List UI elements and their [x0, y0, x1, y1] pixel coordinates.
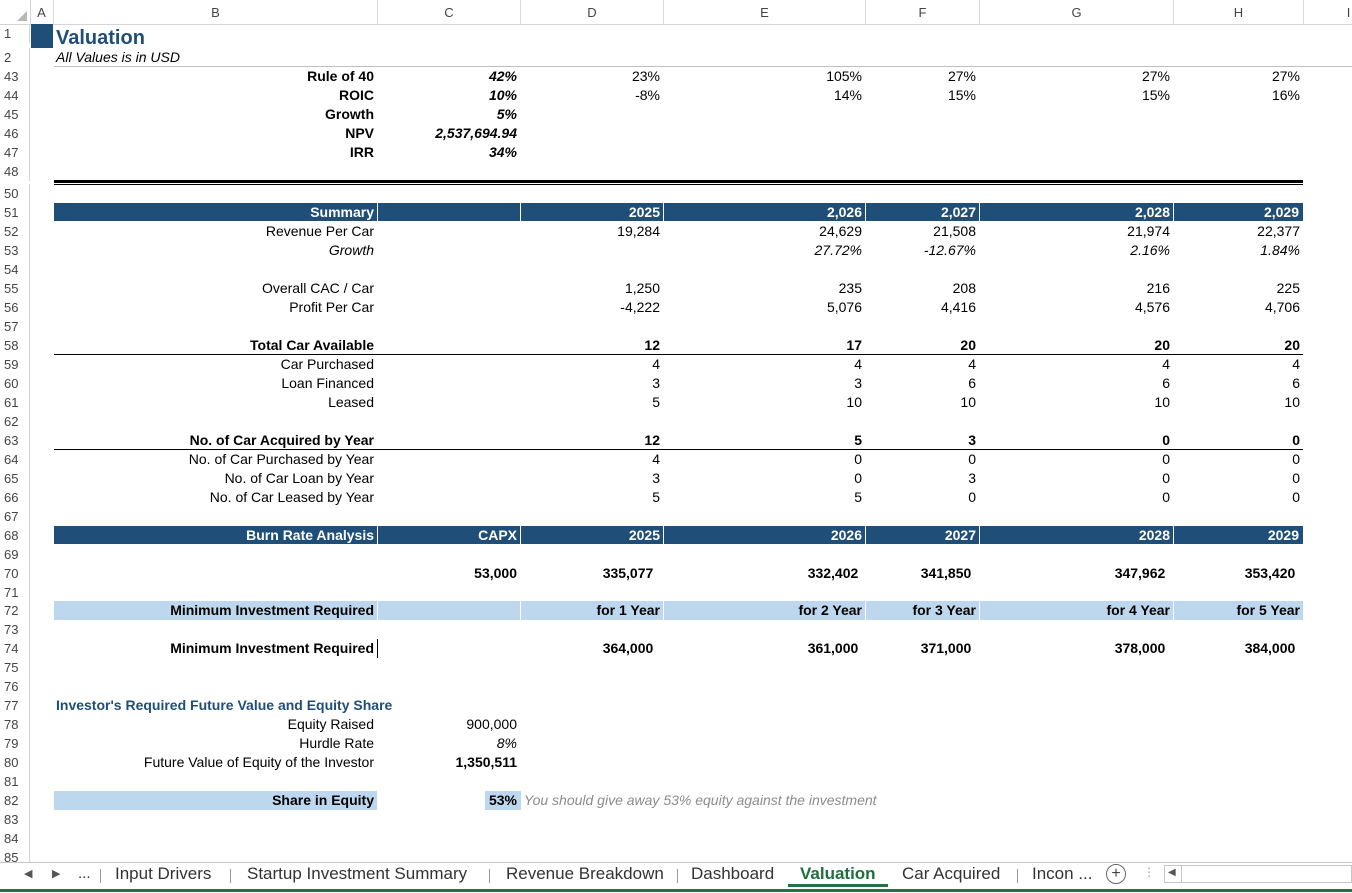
row-header[interactable]: 47 — [0, 143, 30, 162]
row-header[interactable]: 69 — [0, 545, 30, 564]
cell-value[interactable]: 216 — [1146, 280, 1170, 296]
cell-value[interactable]: 3 — [968, 432, 976, 448]
summary-year: 2,029 — [1263, 204, 1299, 220]
metric-value[interactable]: 34% — [488, 144, 517, 160]
row-label: No. of Car Loan by Year — [224, 470, 374, 486]
section-divider — [54, 180, 1303, 183]
tab-input-drivers[interactable]: Input Drivers — [115, 864, 212, 883]
column-header-g[interactable]: G — [980, 0, 1174, 24]
row-header[interactable]: 65 — [0, 469, 30, 488]
row-header[interactable]: 1 — [0, 24, 30, 43]
row-label: Growth — [328, 242, 374, 258]
cell-value[interactable]: 10 — [960, 394, 976, 410]
cell-value[interactable]: 4 — [1162, 356, 1170, 372]
cell-value[interactable]: 21,508 — [933, 223, 976, 239]
cell-value[interactable]: 0 — [854, 451, 862, 467]
prev-sheet-icon[interactable]: ◀ — [24, 868, 33, 880]
header-separator — [520, 526, 521, 544]
tab-separator — [100, 869, 101, 883]
row-label: Profit Per Car — [289, 299, 374, 315]
cell-value[interactable]: 6 — [1162, 375, 1170, 391]
row-header[interactable]: 61 — [0, 393, 30, 412]
metric-value[interactable]: 23% — [631, 68, 660, 84]
tab-separator — [1017, 869, 1018, 883]
cell-value[interactable]: 19,284 — [617, 223, 660, 239]
column-header-h[interactable]: H — [1174, 0, 1304, 24]
cell-value[interactable]: 225 — [1276, 280, 1300, 296]
cell-value[interactable]: 0 — [1162, 451, 1170, 467]
row-header[interactable]: 2 — [0, 48, 30, 67]
row-header[interactable]: 75 — [0, 658, 30, 677]
burn-year: 2029 — [1267, 527, 1299, 543]
min-invest-period[interactable]: for 3 Year — [912, 602, 976, 618]
min-invest-amount[interactable]: 364,000 — [602, 640, 654, 656]
row-header[interactable]: 44 — [0, 86, 30, 105]
page-title: Valuation — [56, 27, 145, 49]
row-label: Loan Financed — [281, 375, 374, 391]
row-header[interactable]: 80 — [0, 753, 30, 772]
cell-cursor — [377, 639, 378, 658]
column-header-e[interactable]: E — [664, 0, 866, 24]
cell-value[interactable]: 8% — [496, 735, 517, 751]
row-label: Leased — [328, 394, 374, 410]
burn-year: 2025 — [628, 527, 660, 543]
burn-value[interactable]: 341,850 — [920, 565, 972, 581]
row-header[interactable]: 64 — [0, 450, 30, 469]
band-separator — [1173, 601, 1174, 620]
cell-value[interactable]: 3 — [968, 470, 976, 486]
metric-value[interactable]: -8% — [635, 87, 660, 103]
min-invest-amount[interactable]: 378,000 — [1114, 640, 1166, 656]
cell-value[interactable]: 0 — [1162, 489, 1170, 505]
cell-value[interactable]: 4 — [652, 356, 660, 372]
burn-header-capx: CAPX — [478, 527, 517, 543]
row-header[interactable]: 56 — [0, 298, 30, 317]
column-header-f[interactable]: F — [866, 0, 980, 24]
next-sheet-icon[interactable]: ▶ — [52, 868, 61, 880]
min-invest-period[interactable]: for 4 Year — [1106, 602, 1170, 618]
share-value[interactable]: 53% — [488, 792, 517, 808]
summary-header-label: Summary — [310, 204, 374, 220]
metric-value[interactable]: 16% — [1271, 87, 1300, 103]
min-invest-label: Minimum Investment Required — [170, 640, 374, 656]
cell-value[interactable]: 5 — [854, 432, 862, 448]
metric-label: IRR — [349, 144, 374, 160]
row-label: Total Car Available — [250, 337, 374, 353]
min-invest-period[interactable]: for 2 Year — [798, 602, 862, 618]
min-invest-amount[interactable]: 384,000 — [1244, 640, 1296, 656]
row-header[interactable]: 82 — [0, 791, 30, 810]
more-sheets-button[interactable]: ... — [78, 865, 91, 882]
row-header[interactable]: 53 — [0, 241, 30, 260]
row-label: Hurdle Rate — [299, 735, 374, 751]
band-separator — [663, 601, 664, 620]
metric-label: Growth — [325, 106, 374, 122]
row-header[interactable]: 68 — [0, 526, 30, 545]
row-label: Revenue Per Car — [265, 223, 374, 239]
cell-value[interactable]: 4 — [968, 356, 976, 372]
section-divider-thin — [54, 184, 1303, 185]
cell-value[interactable]: 208 — [952, 280, 976, 296]
sheet-tab-bar — [0, 862, 1352, 893]
cell-value[interactable]: 21,974 — [1127, 223, 1170, 239]
header-separator — [979, 203, 980, 221]
cell-value[interactable]: 6 — [1292, 375, 1300, 391]
header-separator — [377, 203, 378, 221]
row-label: Equity Raised — [287, 716, 374, 732]
cell-value[interactable]: 5 — [854, 489, 862, 505]
row-header[interactable]: 76 — [0, 677, 30, 696]
cell-value[interactable]: 20 — [960, 337, 976, 353]
metric-value[interactable]: 27% — [1271, 68, 1300, 84]
column-header-row — [0, 0, 1352, 25]
cell-value[interactable]: 22,377 — [1257, 223, 1300, 239]
cell-value[interactable]: 3 — [854, 375, 862, 391]
header-separator — [520, 203, 521, 221]
cell-value[interactable]: 4 — [1292, 356, 1300, 372]
header-separator — [979, 526, 980, 544]
cell-value[interactable]: -4,222 — [620, 299, 660, 315]
metric-value[interactable]: 105% — [826, 68, 862, 84]
metric-label: NPV — [345, 125, 374, 141]
cell-value[interactable]: -12.67% — [923, 242, 976, 258]
burn-value[interactable]: 353,420 — [1244, 565, 1296, 581]
cell-value[interactable]: 1.84% — [1260, 242, 1300, 258]
cell-value[interactable]: 20 — [1154, 337, 1170, 353]
row-header[interactable]: 67 — [0, 507, 30, 526]
cell-value[interactable]: 4,416 — [940, 299, 976, 315]
row-header[interactable]: 83 — [0, 810, 30, 829]
cell-value[interactable]: 5,076 — [826, 299, 862, 315]
cell-value[interactable]: 4,576 — [1134, 299, 1170, 315]
select-all-corner[interactable] — [0, 0, 31, 24]
row-header[interactable]: 63 — [0, 431, 30, 450]
tab-startup-investment-summary[interactable]: Startup Investment Summary — [247, 864, 468, 883]
tab-separator — [677, 869, 678, 883]
header-separator — [663, 526, 664, 544]
burn-year: 2028 — [1138, 527, 1170, 543]
cell-value[interactable]: 3 — [652, 375, 660, 391]
metric-value[interactable]: 42% — [488, 68, 517, 84]
row-header[interactable]: 57 — [0, 317, 30, 336]
burn-value[interactable]: 53,000 — [474, 565, 517, 581]
row-label: Car Purchased — [280, 356, 374, 372]
cell-a1-fill[interactable] — [31, 24, 53, 48]
cell-value[interactable]: 0 — [1292, 432, 1300, 448]
row-header[interactable]: 59 — [0, 355, 30, 374]
metric-value[interactable]: 27% — [947, 68, 976, 84]
tab-separator — [230, 869, 231, 883]
tab-revenue-breakdown[interactable]: Revenue Breakdown — [506, 864, 664, 883]
row-header[interactable]: 46 — [0, 124, 30, 143]
row-header[interactable]: 74 — [0, 639, 30, 658]
header-separator — [377, 526, 378, 544]
cell-value[interactable]: 0 — [1292, 470, 1300, 486]
row-header[interactable]: 84 — [0, 829, 30, 848]
cell-value[interactable]: 10 — [846, 394, 862, 410]
metric-value[interactable]: 14% — [833, 87, 862, 103]
column-header-a[interactable]: A — [30, 0, 54, 24]
row-label: Overall CAC / Car — [261, 280, 374, 296]
investor-heading: Investor's Required Future Value and Equity Share — [56, 697, 393, 713]
band-separator — [520, 601, 521, 620]
cell-value[interactable]: 0 — [1162, 470, 1170, 486]
row-header[interactable]: 72 — [0, 601, 30, 620]
horizontal-scrollbar[interactable] — [1164, 865, 1352, 883]
row-header[interactable]: 77 — [0, 696, 30, 715]
min-invest-amount[interactable]: 361,000 — [807, 640, 859, 656]
cell-value[interactable]: 12 — [644, 432, 660, 448]
scroll-left-icon[interactable]: ◀ — [1168, 867, 1176, 878]
summary-year: 2025 — [628, 204, 660, 220]
min-invest-period[interactable]: for 1 Year — [596, 602, 660, 618]
row-header[interactable]: 45 — [0, 105, 30, 124]
burn-year: 2027 — [944, 527, 976, 543]
cell-value[interactable]: 4,706 — [1264, 299, 1300, 315]
burn-year: 2026 — [830, 527, 862, 543]
row-label: No. of Car Purchased by Year — [188, 451, 374, 467]
splitter-handle-icon[interactable]: ⋮ — [1143, 865, 1155, 879]
cell-value[interactable]: 235 — [838, 280, 862, 296]
cell-value[interactable]: 4 — [652, 451, 660, 467]
cell-value[interactable]: 0 — [968, 489, 976, 505]
cell-value[interactable]: 900,000 — [466, 716, 517, 732]
band-separator — [865, 601, 866, 620]
row-label: No. of Car Acquired by Year — [189, 432, 374, 448]
summary-year: 2,028 — [1134, 204, 1170, 220]
header-separator — [1173, 526, 1174, 544]
min-invest-period[interactable]: for 5 Year — [1236, 602, 1300, 618]
row-header[interactable]: 50 — [0, 184, 30, 203]
row-header[interactable]: 70 — [0, 564, 30, 583]
row-header[interactable]: 54 — [0, 260, 30, 279]
cell-value[interactable]: 5 — [652, 489, 660, 505]
cell-value[interactable]: 0 — [968, 451, 976, 467]
cell-value[interactable]: 5 — [652, 394, 660, 410]
min-invest-amount[interactable]: 371,000 — [920, 640, 972, 656]
cell-value[interactable]: 10 — [1154, 394, 1170, 410]
metric-value[interactable]: 5% — [496, 106, 517, 122]
cell-value[interactable]: 20 — [1284, 337, 1300, 353]
burn-value[interactable]: 335,077 — [602, 565, 654, 581]
share-note: You should give away 53% equity against the investment — [524, 792, 877, 808]
cell-value[interactable]: 27.72% — [814, 242, 862, 258]
metric-label: Rule of 40 — [307, 68, 374, 84]
burn-value[interactable]: 332,402 — [807, 565, 859, 581]
column-header-c[interactable]: C — [378, 0, 521, 24]
cell-value[interactable]: 1,350,511 — [455, 754, 517, 770]
row-header[interactable]: 85 — [0, 848, 30, 862]
add-sheet-icon[interactable]: + — [1106, 864, 1126, 884]
cell-value[interactable]: 10 — [1284, 394, 1300, 410]
summary-year: 2,027 — [940, 204, 976, 220]
cell-value[interactable]: 24,629 — [819, 223, 862, 239]
tab-income[interactable]: Incon ... — [1032, 864, 1093, 883]
row-header[interactable]: 79 — [0, 734, 30, 753]
metric-value[interactable]: 15% — [947, 87, 976, 103]
burn-value[interactable]: 347,962 — [1114, 565, 1166, 581]
row-header[interactable]: 55 — [0, 279, 30, 298]
row-header[interactable]: 71 — [0, 583, 30, 602]
cell-value[interactable]: 3 — [652, 470, 660, 486]
row-label: Future Value of Equity of the Investor — [143, 754, 374, 770]
row-header[interactable]: 62 — [0, 412, 30, 431]
band-separator — [377, 601, 378, 620]
row-header[interactable]: 52 — [0, 222, 30, 241]
min-invest-label: Minimum Investment Required — [170, 602, 374, 618]
burn-header-label: Burn Rate Analysis — [246, 527, 374, 543]
metric-value[interactable]: 10% — [488, 87, 517, 103]
cell-value[interactable]: 6 — [968, 375, 976, 391]
tab-car-acquired[interactable]: Car Acquired — [902, 864, 1001, 883]
row-header[interactable]: 51 — [0, 203, 30, 222]
share-label: Share in Equity — [272, 792, 374, 808]
cell-value[interactable]: 0 — [1292, 489, 1300, 505]
tab-valuation[interactable]: Valuation — [788, 863, 888, 887]
row-header[interactable]: 66 — [0, 488, 30, 507]
band-separator — [979, 601, 980, 620]
metric-label: ROIC — [339, 87, 374, 103]
page-subtitle: All Values is in USD — [56, 49, 180, 65]
tab-dashboard[interactable]: Dashboard — [691, 864, 775, 883]
column-header-b[interactable]: B — [54, 0, 378, 24]
column-header-d[interactable]: D — [521, 0, 664, 24]
row-header[interactable]: 48 — [0, 162, 30, 181]
scrollbar-divider — [1181, 866, 1182, 882]
row-header[interactable]: 73 — [0, 620, 30, 639]
header-separator — [865, 526, 866, 544]
summary-year: 2,026 — [826, 204, 862, 220]
header-separator — [1173, 203, 1174, 221]
row-label: No. of Car Leased by Year — [209, 489, 374, 505]
cell-value[interactable]: 0 — [854, 470, 862, 486]
tab-separator — [489, 869, 490, 883]
cell-value[interactable]: 0 — [1292, 451, 1300, 467]
row-header[interactable]: 43 — [0, 67, 30, 86]
cell-value[interactable]: 4 — [854, 356, 862, 372]
cell-value[interactable]: 12 — [644, 337, 660, 353]
row-header[interactable]: 58 — [0, 336, 30, 355]
metric-value[interactable]: 2,537,694.94 — [435, 125, 517, 141]
cell-value[interactable]: 1,250 — [624, 280, 660, 296]
header-separator — [865, 203, 866, 221]
row-header[interactable]: 81 — [0, 772, 30, 791]
row-header[interactable]: 60 — [0, 374, 30, 393]
metric-value[interactable]: 15% — [1141, 87, 1170, 103]
cell-value[interactable]: 2.16% — [1130, 242, 1170, 258]
header-separator — [663, 203, 664, 221]
cell-value[interactable]: 17 — [846, 337, 862, 353]
row-header[interactable]: 78 — [0, 715, 30, 734]
column-header-i[interactable]: I — [1304, 0, 1352, 24]
cell-value[interactable]: 0 — [1162, 432, 1170, 448]
metric-value[interactable]: 27% — [1141, 68, 1170, 84]
